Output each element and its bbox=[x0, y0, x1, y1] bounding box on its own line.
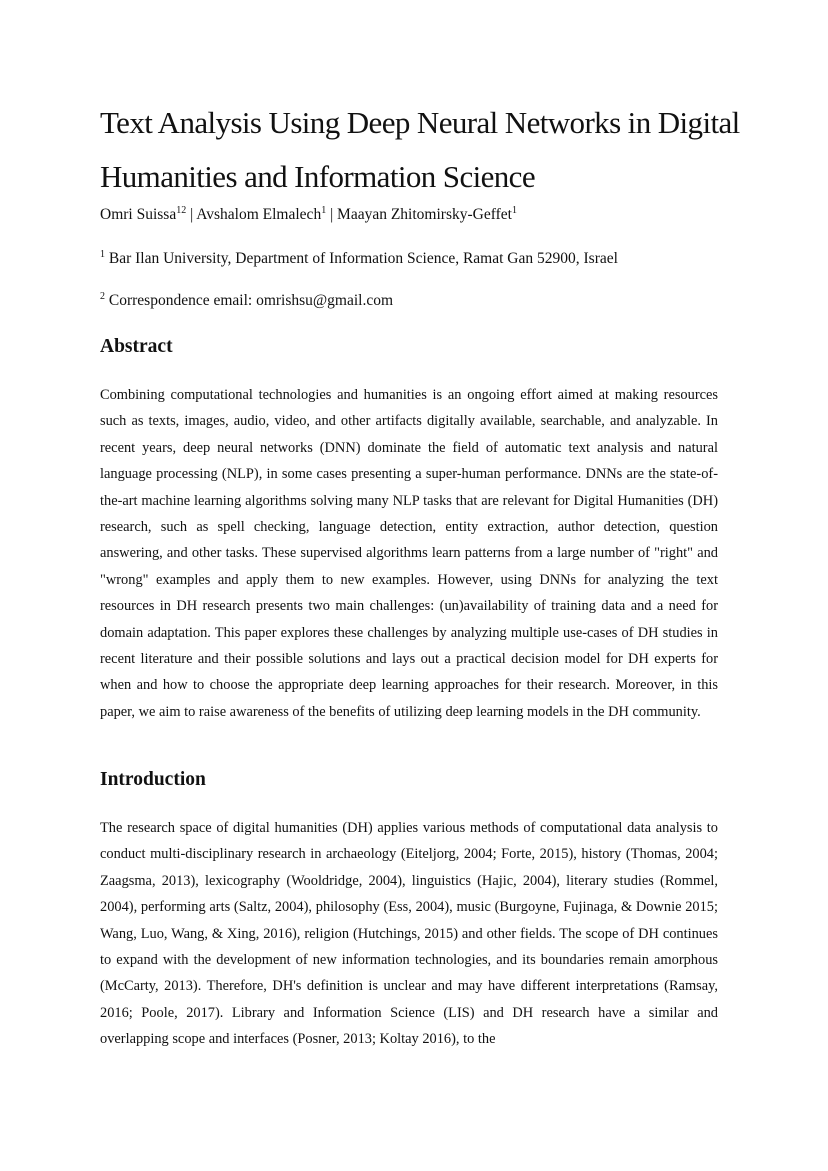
author-name: Avshalom Elmalech bbox=[196, 206, 322, 223]
author-name: Omri Suissa bbox=[100, 206, 177, 223]
correspondence-text: Correspondence email: omrishsu@gmail.com bbox=[105, 292, 394, 309]
affiliation-line bbox=[100, 249, 618, 269]
author-superscript: 1 bbox=[511, 204, 517, 216]
author-superscript: 12 bbox=[176, 204, 187, 216]
affiliation-superscript: 1 bbox=[100, 248, 105, 260]
abstract-heading: Abstract bbox=[100, 336, 173, 357]
author-name: Maayan Zhitomirsky-Geffet bbox=[337, 206, 512, 223]
abstract-paragraph: Combining computational technologies and humanities is an ongoing effort aimed at making resources such as texts, images, audio, video, and other artifacts digitally available, searchable, and analyzable. In recent years, deep neural networks (DNN) dominate the field of automatic text analysis and natural language processing (NLP), in some cases presenting a super-human performance. DNNs are the state-of-the-art machine learning algorithms solving many NLP tasks that are relevant for Digital Humanities (DH) research, such as spell checking, language detection, entity extraction, author detection, question answering, and other tasks. These supervised algorithms learn patterns from a large number of "right" and "wrong" examples and apply them to new examples. However, using DNNs for analyzing the text resources in DH research presents two main challenges: (un)availability of training data and a need for domain adaptation. This paper explores these challenges by analyzing multiple use-cases of DH studies in recent literature and their possible solutions and lays out a practical decision model for DH experts for when and how to choose the appropriate deep learning approaches for their research. Moreover, in this paper, we aim to raise awareness of the benefits of utilizing deep learning models in the DH community. bbox=[100, 387, 718, 720]
author-list bbox=[100, 205, 517, 225]
paper-title: Text Analysis Using Deep Neural Networks in Digital Humanities and Information Science bbox=[100, 105, 740, 194]
introduction-paragraph: The research space of digital humanities (DH) applies various methods of computational data analysis to conduct multi-disciplinary research in archaeology (Eiteljorg, 2004; Forte, 2015), history (Thomas, 2004; Zaagsma, 2013), lexicography (Wooldridge, 2004), linguistics (Hajic, 2004), literary studies (Rommel, 2004), performing arts (Saltz, 2004), philosophy (Ess, 2004), music (Burgoyne, Fujinaga, & Downie 2015; Wang, Luo, Wang, & Xing, 2016), religion (Hutchings, 2015) and other fields. The scope of DH continues to expand with the development of new information technologies, and its boundaries remain amorphous (McCarty, 2013). Therefore, DH's definition is unclear and may have different interpretations (Ramsay, 2016; Poole, 2017). Library and Information Science (LIS) and DH research have a similar and overlapping scope and interfaces (Posner, 2013; Koltay 2016), to the bbox=[100, 820, 718, 1048]
author-separator: | bbox=[326, 206, 338, 223]
affiliation-text: Bar Ilan University, Department of Information Science, Ramat Gan 52900, Israel bbox=[105, 250, 618, 267]
correspondence-line bbox=[100, 291, 393, 311]
author-superscript: 1 bbox=[321, 204, 327, 216]
correspondence-superscript: 2 bbox=[100, 290, 105, 302]
introduction-heading: Introduction bbox=[100, 769, 206, 790]
author-separator: | bbox=[186, 206, 197, 223]
